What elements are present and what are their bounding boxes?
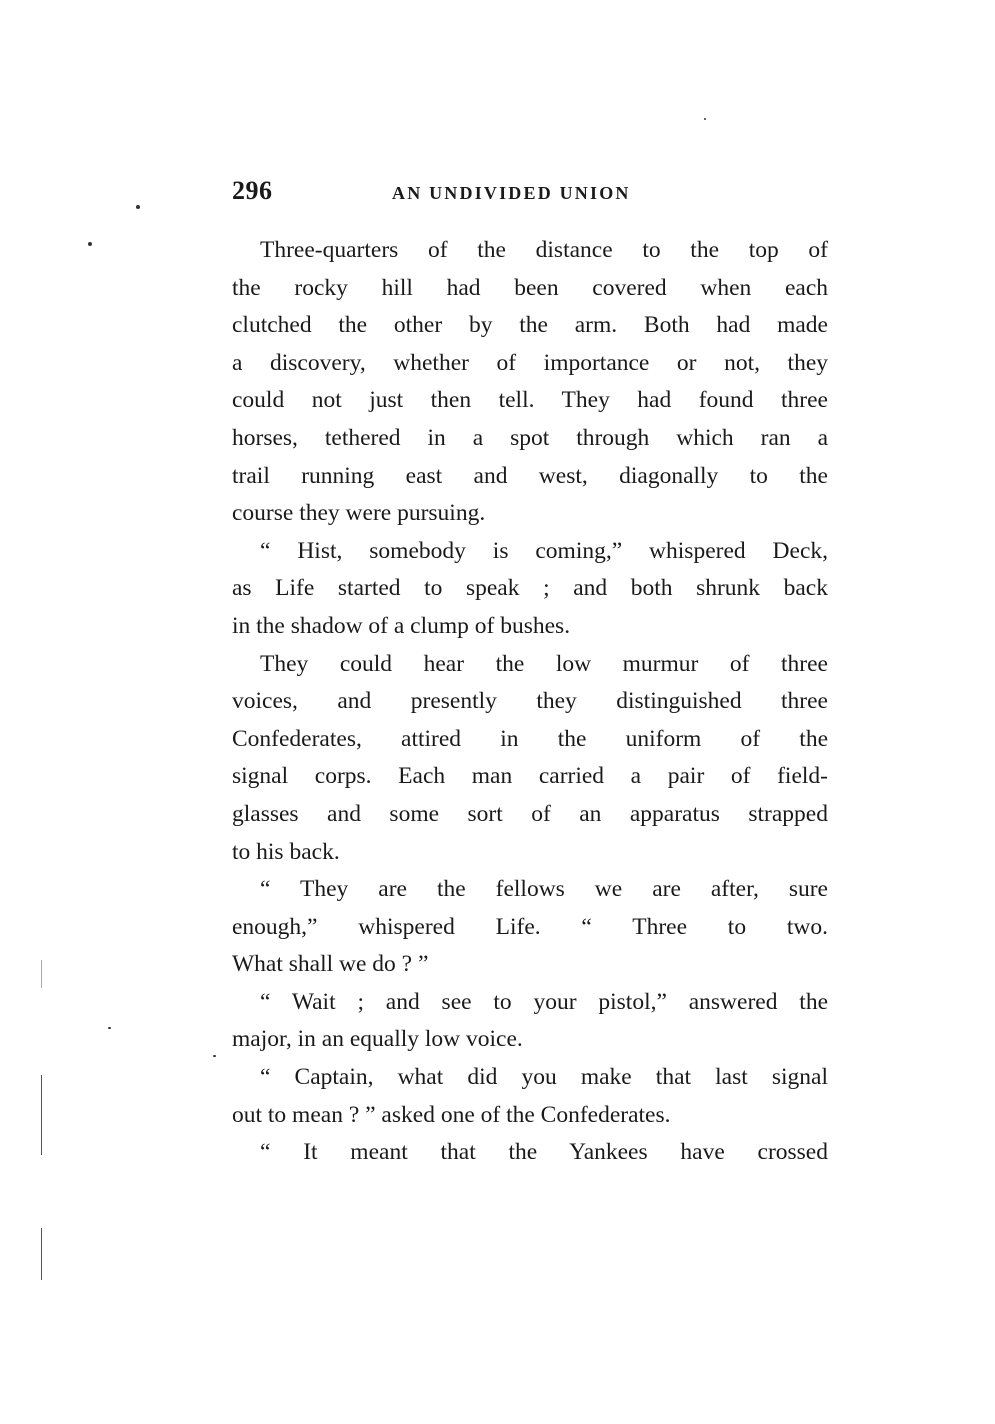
text-line: a discovery, whether of importance or not, they	[232, 349, 828, 376]
text-line: Three-quarters of the distance to the top of	[260, 237, 828, 263]
scan-edge-line	[41, 1228, 42, 1280]
text-line: the rocky hill had been covered when each	[232, 274, 828, 301]
scan-edge-line	[41, 1075, 42, 1155]
text-line: “ Captain, what did you make that last signal	[260, 1064, 828, 1091]
text-line: clutched the other by the arm. Both had made	[232, 312, 828, 339]
text-line: What shall we do ? ”	[232, 951, 429, 978]
text-line: out to mean ? ” asked one of the Confederates.	[232, 1101, 671, 1128]
text-line: glasses and some sort of an apparatus strapped	[232, 800, 828, 827]
body-text	[232, 232, 828, 1172]
page-header	[232, 176, 828, 212]
text-line: “ Hist, somebody is coming,” whispered Deck,	[260, 537, 828, 564]
text-line: voices, and presently they distinguished three	[232, 688, 828, 715]
text-line: Confederates, attired in the uniform of the	[232, 725, 828, 752]
text-line: major, in an equally low voice.	[232, 1026, 523, 1053]
text-line: trail running east and west, diagonally to the	[232, 462, 828, 489]
text-line: course they were pursuing.	[232, 500, 486, 527]
text-line: horses, tethered in a spot through which ran a	[232, 424, 828, 451]
text-line: “ It meant that the Yankees have crossed	[260, 1139, 828, 1166]
text-line: could not just then tell. They had found three	[232, 387, 828, 414]
scan-speck	[108, 1027, 111, 1029]
scan-edge-line	[41, 960, 42, 988]
scan-speck	[136, 205, 140, 209]
text-line: “ They are the fellows we are after, sure	[260, 876, 828, 903]
text-line: They could hear the low murmur of three	[260, 650, 828, 677]
text-line: in the shadow of a clump of bushes.	[232, 612, 571, 639]
page-number: 296	[232, 176, 273, 205]
scan-speck	[213, 1055, 216, 1057]
scan-speck	[88, 242, 92, 246]
text-line: “ Wait ; and see to your pistol,” answered the	[260, 988, 828, 1015]
scan-speck	[704, 118, 706, 120]
text-line: signal corps. Each man carried a pair of field-	[232, 763, 828, 790]
running-head: AN UNDIVIDED UNION	[392, 183, 631, 203]
text-line: enough,” whispered Life. “ Three to two.	[232, 913, 828, 940]
text-line: to his back.	[232, 838, 340, 865]
text-line: as Life started to speak ; and both shrunk back	[232, 575, 828, 602]
